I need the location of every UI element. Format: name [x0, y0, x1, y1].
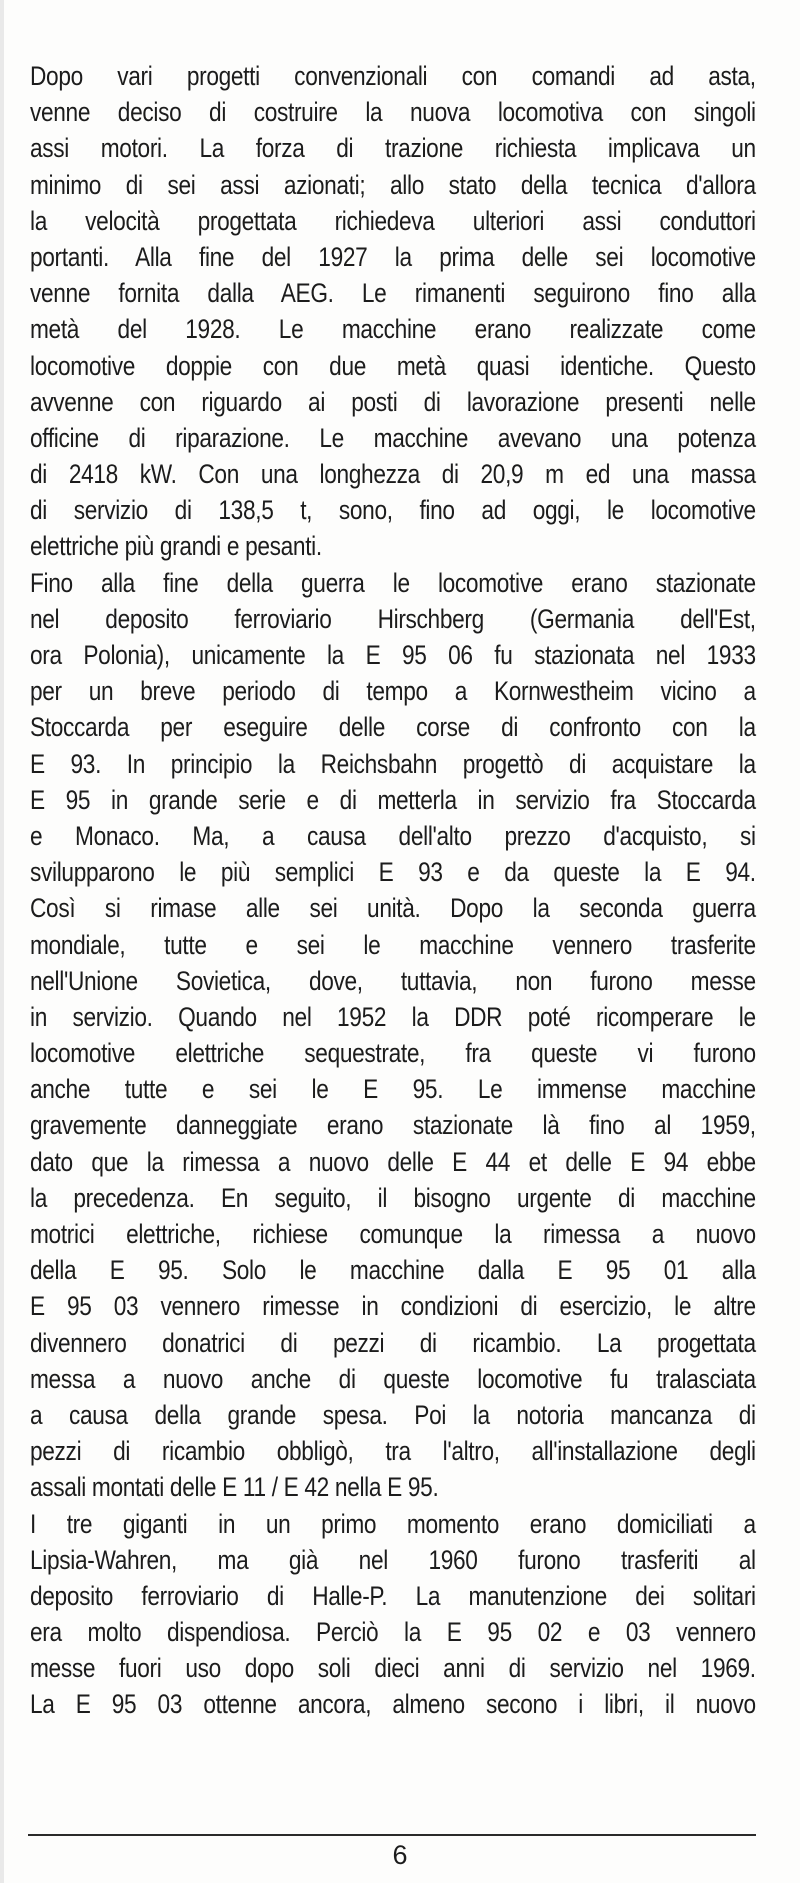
text-line: della E 95. Solo le macchine dalla E 95 01 alla — [30, 1255, 756, 1286]
text-line: officine di riparazione. Le macchine avevano una potenza — [30, 422, 756, 453]
body-text — [30, 58, 756, 1723]
text-line: e Monaco. Ma, a causa dell'alto prezzo d'acquisto, si — [30, 820, 756, 851]
text-line: anche tutte e sei le E 95. Le immense macchine — [30, 1074, 756, 1105]
text-line: mondiale, tutte e sei le macchine vennero trasferite — [30, 929, 756, 960]
text-line: pezzi di ricambio obbligò, tra l'altro, all'installazione degli — [30, 1436, 756, 1467]
text-line: E 95 03 vennero rimesse in condizioni di esercizio, le altre — [30, 1291, 756, 1322]
text-line: assi motori. La forza di trazione richiesta implicava un — [30, 133, 756, 164]
text-line: motrici elettriche, richiese comunque la rimessa a nuovo — [30, 1219, 756, 1249]
text-line: La E 95 03 ottenne ancora, almeno secono i libri, il nuovo — [30, 1689, 756, 1720]
text-line: nell'Unione Sovietica, dove, tuttavia, non furono messe — [30, 965, 756, 996]
text-line: E 95 in grande serie e di metterla in servizio fra Stoccarda — [30, 784, 756, 815]
text-line: svilupparono le più semplici E 93 e da queste la E 94. — [30, 857, 756, 888]
text-line: locomotive doppie con due metà quasi identiche. Questo — [30, 350, 756, 381]
text-line: Così si rimase alle sei unità. Dopo la seconda guerra — [30, 893, 756, 924]
text-line: in servizio. Quando nel 1952 la DDR poté ricomperare le — [30, 1001, 756, 1032]
text-line: Lipsia-Wahren, ma già nel 1960 furono trasferiti al — [30, 1544, 756, 1575]
text-line: la precedenza. En seguito, il bisogno urgente di macchine — [30, 1182, 756, 1213]
text-line: nel deposito ferroviario Hirschberg (Germania dell'Est, — [30, 603, 756, 634]
text-line: Fino alla fine della guerra le locomotive erano stazionate — [30, 567, 756, 598]
text-line: venne deciso di costruire la nuova locomotiva con singoli — [30, 97, 756, 128]
text-line: deposito ferroviario di Halle-P. La manutenzione dei solitari — [30, 1580, 756, 1611]
text-line: assali montati delle E 11 / E 42 nella E 95. — [30, 1472, 439, 1503]
text-line: divennero donatrici di pezzi di ricambio. La progettata — [30, 1327, 756, 1358]
text-line: elettriche più grandi e pesanti. — [30, 531, 322, 562]
text-line: Stoccarda per eseguire delle corse di confronto con la — [30, 712, 756, 743]
text-line: gravemente danneggiate erano stazionate là fino al 1959, — [30, 1110, 756, 1141]
text-line: locomotive elettriche sequestrate, fra queste vi furono — [30, 1038, 756, 1069]
text-line: la velocità progettata richiedeva ulteriori assi conduttori — [30, 205, 756, 236]
text-line: E 93. In principio la Reichsbahn progettò di acquistare la — [30, 748, 756, 779]
text-line: metà del 1928. Le macchine erano realizzate come — [30, 314, 756, 345]
text-line: a causa della grande spesa. Poi la notoria mancanza di — [30, 1399, 756, 1430]
footer-divider — [28, 1834, 756, 1836]
text-line: Dopo vari progetti convenzionali con comandi ad asta, — [30, 61, 756, 91]
text-line: ora Polonia), unicamente la E 95 06 fu stazionata nel 1933 — [30, 640, 756, 670]
text-line: dato que la rimessa a nuovo delle E 44 et delle E 94 ebbe — [30, 1146, 756, 1177]
text-line: per un breve periodo di tempo a Kornwestheim vicino a — [30, 676, 756, 707]
text-line: di servizio di 138,5 t, sono, fino ad oggi, le locomotive — [30, 495, 756, 526]
text-line: minimo di sei assi azionati; allo stato della tecnica d'allora — [30, 169, 756, 200]
text-line: avvenne con riguardo ai posti di lavorazione presenti nelle — [30, 386, 756, 417]
text-line: venne fornita dalla AEG. Le rimanenti seguirono fino alla — [30, 278, 756, 309]
text-line: messa a nuovo anche di queste locomotive fu tralasciata — [30, 1363, 756, 1394]
text-line: portanti. Alla fine del 1927 la prima delle sei locomotive — [30, 241, 756, 272]
text-line: messe fuori uso dopo soli dieci anni di servizio nel 1969. — [30, 1653, 756, 1684]
page-number: 6 — [392, 1840, 408, 1870]
page-edge-shadow — [0, 0, 4, 1883]
text-line: di 2418 kW. Con una longhezza di 20,9 m ed una massa — [30, 459, 756, 490]
text-line: era molto dispendiosa. Perciò la E 95 02 e 03 vennero — [30, 1617, 756, 1648]
text-line: I tre giganti in un primo momento erano domiciliati a — [30, 1508, 756, 1539]
